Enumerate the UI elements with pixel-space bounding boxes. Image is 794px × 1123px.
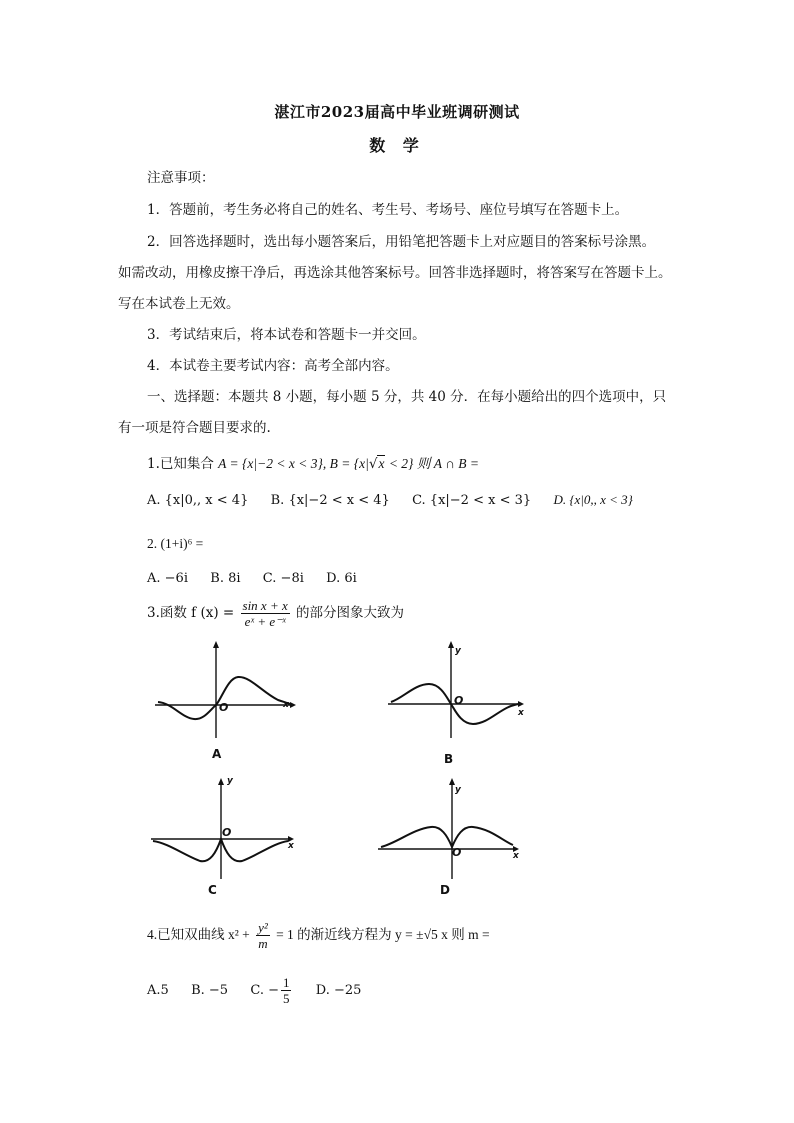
graph-c-origin: O — [222, 826, 232, 839]
question-4-option-c-prefix: C. − — [250, 983, 279, 998]
question-2-option-c: C. −8i — [262, 571, 304, 586]
question-4-option-a: A.5 — [147, 983, 169, 998]
graph-a-x-label: x — [283, 700, 289, 710]
question-2-stem: 2. (1+i)⁶ = — [147, 536, 204, 551]
exam-title: 湛江市2023届高中毕业班调研测试 — [274, 103, 520, 121]
notice-item-1: 1．答题前，考生务必将自己的姓名、考生号、考场号、座位号填写在答题卡上。 — [147, 202, 629, 218]
question-4-option-c-denominator: 5 — [282, 991, 290, 1006]
question-1-set-a: A = {x|−2 < x < 3} — [218, 456, 323, 471]
graph-b-origin: O — [454, 694, 464, 707]
question-3-denominator: eˣ + e⁻ˣ — [244, 614, 286, 629]
question-3-suffix: 的部分图象大致为 — [296, 605, 405, 621]
notice-item-2-line-2: 如需改动，用橡皮擦干净后，再选涂其他答案标号。回答非选择题时，将答案写在答题卡上。 — [118, 265, 672, 281]
question-3-stem — [147, 598, 404, 629]
exam-subject: 数 学 — [369, 136, 425, 155]
question-2-option-b: B. 8i — [210, 571, 241, 586]
question-3-numerator: sin x + x — [242, 598, 288, 613]
question-3-fraction — [241, 598, 290, 629]
question-1-options — [147, 492, 633, 508]
question-1-option-b: B. {x|−2 < x < 4} — [270, 493, 390, 508]
question-1-option-a: A. {x|0,, x < 4} — [147, 493, 249, 508]
graph-a-x-arrow-icon — [290, 702, 296, 708]
question-4-option-b: B. −5 — [191, 983, 229, 998]
graph-d-x-label: x — [513, 851, 519, 861]
question-1-sqrt-arg: x — [378, 456, 385, 471]
question-1-set-b-post: < 2} — [385, 456, 417, 471]
question-1-option-d: D. {x|0,, x < 3} — [553, 492, 633, 507]
question-2-option-a: A. −6i — [147, 571, 188, 586]
question-4-option-c-fraction — [281, 975, 292, 1006]
question-4-prefix: 4.已知双曲线 x² + — [147, 927, 250, 942]
question-4-option-d: D. −25 — [315, 983, 362, 998]
question-4-denominator: m — [258, 936, 268, 951]
graph-d-curve — [381, 827, 513, 847]
question-3-prefix: 3.函数 f (x) = — [147, 605, 235, 621]
graph-d-label: D — [440, 883, 450, 897]
graph-c-y-label: y — [227, 776, 233, 786]
graph-d-origin: O — [452, 846, 462, 859]
question-4-options — [147, 975, 361, 1006]
notice-item-2-line-1: 2．回答选择题时，选出每小题答案后，用铅笔把答题卡上对应题目的答案标号涂黑。 — [147, 234, 656, 250]
graph-b-label: B — [444, 752, 454, 766]
graph-c-x-label: x — [288, 841, 294, 851]
question-2-options — [147, 571, 357, 586]
question-4-option-c — [250, 975, 293, 1006]
question-1-set-b-pre: , B = {x| — [322, 456, 369, 471]
section-1-line-1: 一、选择题：本题共 8 小题，每小题 5 分，共 40 分．在每小题给出的四个选项中，只 — [147, 389, 667, 405]
graph-a — [150, 640, 300, 740]
question-4-suffix: = 1 的渐近线方程为 y = ±√5 x 则 m = — [276, 927, 490, 942]
graph-b-x-label: x — [518, 708, 524, 718]
section-1-line-2: 有一项是符合题目要求的. — [118, 420, 271, 436]
question-4-fraction — [256, 920, 270, 951]
graph-d-y-label: y — [455, 785, 461, 795]
graph-a-origin: O — [219, 701, 229, 714]
question-4-numerator: y² — [258, 920, 268, 935]
graph-d-y-arrow-icon — [449, 778, 455, 785]
question-1-ask: 则 A ∩ B = — [416, 456, 479, 471]
graph-a-y-arrow-icon — [213, 641, 219, 648]
question-1-stem — [147, 452, 479, 472]
sqrt-icon: √ — [368, 456, 378, 472]
question-4-option-c-numerator: 1 — [282, 975, 290, 990]
graph-d — [375, 775, 525, 885]
notice-item-4: 4．本试卷主要考试内容：高考全部内容。 — [147, 358, 399, 374]
question-4-stem — [147, 920, 490, 951]
notice-item-3: 3．考试结束后，将本试卷和答题卡一并交回。 — [147, 327, 426, 343]
graph-b-y-arrow-icon — [448, 641, 454, 648]
question-1-prefix: 1.已知集合 — [147, 456, 219, 472]
graph-c-y-arrow-icon — [218, 778, 224, 785]
graph-c-label: C — [208, 883, 217, 897]
question-2-option-d: D. 6i — [326, 571, 357, 586]
graph-b-y-label: y — [455, 646, 461, 656]
notice-heading: 注意事项： — [147, 170, 215, 186]
notice-item-2-line-3: 写在本试卷上无效。 — [118, 296, 240, 312]
graph-a-label: A — [212, 747, 222, 761]
question-1-option-c: C. {x|−2 < x < 3} — [412, 493, 532, 508]
